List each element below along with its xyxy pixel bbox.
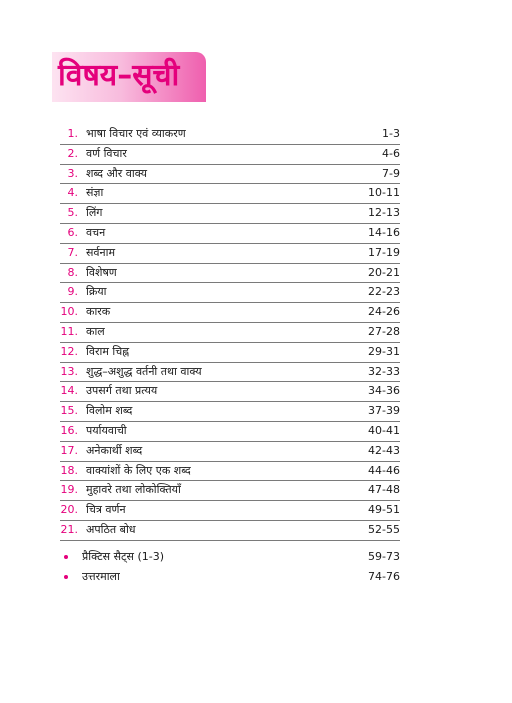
toc-label: लिंग xyxy=(86,206,103,220)
toc-label: विराम चिह्न xyxy=(86,344,130,358)
toc-number: 6. xyxy=(67,225,78,239)
toc-number: 2. xyxy=(67,146,78,160)
toc-pages: 1-3 xyxy=(382,127,400,140)
toc-pages: 49-51 xyxy=(368,503,400,517)
toc-row xyxy=(60,125,400,145)
toc-row xyxy=(60,382,400,402)
toc-pages: 40-41 xyxy=(368,423,400,437)
toc-pages: 12-13 xyxy=(368,206,400,220)
toc-label: सर्वनाम xyxy=(86,245,116,259)
toc-row xyxy=(60,501,400,521)
toc-number: 9. xyxy=(67,285,78,299)
toc-label: विलोम शब्द xyxy=(86,404,133,418)
toc-number: 21. xyxy=(60,522,78,536)
extra-item-answers xyxy=(60,568,400,586)
toc-number: 15. xyxy=(60,404,78,418)
toc-row xyxy=(60,323,400,343)
toc-number: 18. xyxy=(60,463,78,477)
toc-label: अपठित बोध xyxy=(86,522,136,536)
toc-pages: 29-31 xyxy=(368,344,400,358)
toc-label: विशेषण xyxy=(86,265,117,279)
toc-number: 20. xyxy=(60,503,78,517)
toc-row xyxy=(60,224,400,244)
toc-pages: 44-46 xyxy=(368,463,400,477)
toc-pages: 17-19 xyxy=(368,245,400,259)
toc-number: 12. xyxy=(60,344,78,358)
toc-row xyxy=(60,343,400,363)
toc-pages: 27-28 xyxy=(368,324,400,338)
toc-label: संज्ञा xyxy=(86,186,104,200)
toc-row xyxy=(60,204,400,224)
toc-row xyxy=(60,363,400,383)
toc-label: चित्र वर्णन xyxy=(86,503,126,517)
extra-item-practice-sets xyxy=(60,548,400,566)
toc-number: 7. xyxy=(67,245,78,259)
toc-label: शब्द और वाक्य xyxy=(86,166,147,180)
toc-pages: 42-43 xyxy=(368,443,400,457)
table-of-contents xyxy=(60,125,400,541)
toc-pages: 4-6 xyxy=(382,146,400,160)
toc-label: क्रिया xyxy=(86,285,107,299)
toc-row xyxy=(60,521,400,541)
toc-number: 11. xyxy=(60,324,78,338)
toc-pages: 24-26 xyxy=(368,305,400,319)
toc-number: 1. xyxy=(67,127,78,140)
toc-row xyxy=(60,264,400,284)
toc-number: 13. xyxy=(60,364,78,378)
toc-label: मुहावरे तथा लोकोक्तियाँ xyxy=(86,483,181,497)
toc-pages: 32-33 xyxy=(368,364,400,378)
toc-pages: 47-48 xyxy=(368,483,400,497)
bullet-icon xyxy=(64,555,68,559)
toc-pages: 34-36 xyxy=(368,384,400,398)
toc-pages: 7-9 xyxy=(382,166,400,180)
toc-number: 16. xyxy=(60,423,78,437)
toc-number: 19. xyxy=(60,483,78,497)
toc-row xyxy=(60,462,400,482)
extra-pages: 59-73 xyxy=(368,550,400,563)
extra-pages: 74-76 xyxy=(368,570,400,583)
toc-pages: 52-55 xyxy=(368,522,400,536)
toc-label: शुद्ध–अशुद्ध वर्तनी तथा वाक्य xyxy=(86,364,202,378)
toc-label: अनेकार्थी शब्द xyxy=(86,443,143,457)
toc-label: पर्यायवाची xyxy=(86,423,127,437)
toc-number: 14. xyxy=(60,384,78,398)
toc-number: 4. xyxy=(67,186,78,200)
toc-row xyxy=(60,422,400,442)
toc-row xyxy=(60,303,400,323)
toc-label: भाषा विचार एवं व्याकरण xyxy=(86,127,186,140)
toc-number: 10. xyxy=(60,305,78,319)
title-banner xyxy=(52,52,206,102)
bullet-icon xyxy=(64,575,68,579)
toc-row xyxy=(60,402,400,422)
toc-pages: 14-16 xyxy=(368,225,400,239)
page-title: विषय–सूची xyxy=(58,58,180,93)
toc-pages: 20-21 xyxy=(368,265,400,279)
toc-row xyxy=(60,481,400,501)
toc-number: 8. xyxy=(67,265,78,279)
toc-number: 3. xyxy=(67,166,78,180)
extra-label: उत्तरमाला xyxy=(82,570,120,583)
toc-label: उपसर्ग तथा प्रत्यय xyxy=(86,384,158,398)
toc-number: 17. xyxy=(60,443,78,457)
toc-label: वचन xyxy=(86,225,106,239)
toc-row xyxy=(60,283,400,303)
toc-label: वाक्यांशों के लिए एक शब्द xyxy=(86,463,191,477)
toc-label: कारक xyxy=(86,305,111,319)
toc-row xyxy=(60,165,400,185)
toc-row xyxy=(60,184,400,204)
toc-pages: 10-11 xyxy=(368,186,400,200)
toc-label: वर्ण विचार xyxy=(86,146,127,160)
extra-label: प्रैक्टिस सैट्स (1-3) xyxy=(82,550,165,563)
toc-pages: 37-39 xyxy=(368,404,400,418)
toc-row xyxy=(60,244,400,264)
toc-label: काल xyxy=(86,324,105,338)
toc-number: 5. xyxy=(67,206,78,220)
toc-row xyxy=(60,145,400,165)
toc-row xyxy=(60,442,400,462)
toc-pages: 22-23 xyxy=(368,285,400,299)
